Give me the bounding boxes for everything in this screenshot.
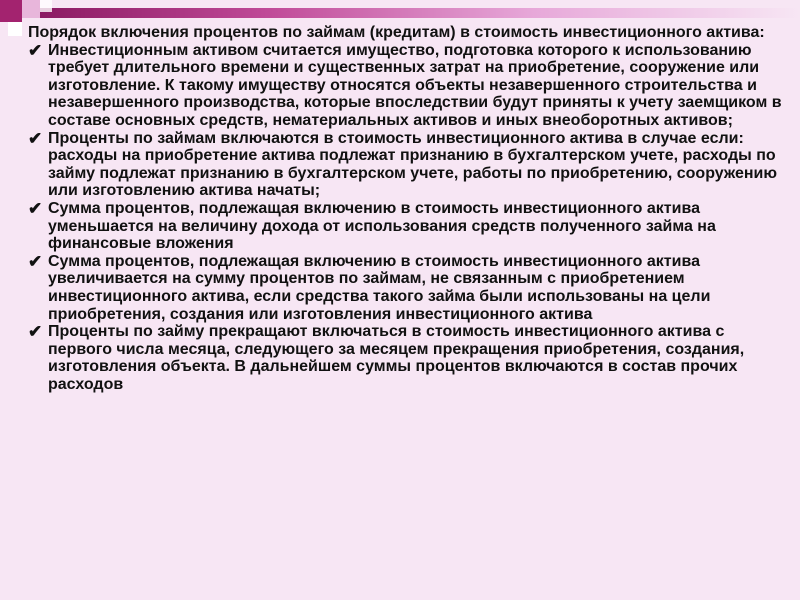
checkmark-icon: ✔ (28, 40, 43, 60)
bullet-text: Проценты по займу прекращают включаться в стоимость инвестиционного актива с первого числа месяца, следующего за месяцем прекращения приобретения, создания, изготовления объекта. В дальнейшем суммы процентов включаются в состав прочих расходов (48, 323, 745, 393)
decor-square-dark (0, 0, 22, 22)
bullet-item (28, 42, 784, 130)
bullet-item (28, 323, 784, 393)
bullet-text: Инвестиционным активом считается имущество, подготовка которого к использованию требует длительного времени и существенных затрат на приобретение, сооружение или изготовление. К такому имуществу относятся объекты незавершенного строительства и незавершенного производства, которые впоследствии будут приняты к учету заемщиком в составе основных средств, нематериальных активов и иных внеоборотных активов; (48, 41, 782, 129)
slide-content (28, 24, 784, 393)
checkmark-icon: ✔ (28, 128, 43, 148)
bullet-text: Сумма процентов, подлежащая включению в стоимость инвестиционного актива уменьшается на величину дохода от использования средств полученного займа на финансовые вложения (48, 199, 716, 253)
bullet-list (28, 42, 784, 394)
slide-title: Порядок включения процентов по займам (кредитам) в стоимость инвестиционного актива: (28, 24, 765, 41)
header-gradient-bar (40, 8, 800, 18)
bullet-text: Проценты по займам включаются в стоимость инвестиционного актива в случае если: расходы на приобретение актива подлежат признанию в бухгалтерском учете, расходы по займу подлежат признанию в бухгалтерском учете, работы по приобретению, сооружению или изготовлению актива начаты; (48, 129, 778, 200)
bullet-item (28, 200, 784, 253)
bullet-text: Сумма процентов, подлежащая включению в стоимость инвестиционного актива увеличивается на сумму процентов по займам, не связанным с приобретением инвестиционного актива, если средства такого займа были использованы на цели приобретения, создания или изготовления инвестиционного актива (48, 252, 711, 323)
checkmark-icon: ✔ (28, 322, 43, 342)
bullet-item (28, 130, 784, 200)
bullet-item (28, 253, 784, 323)
decor-square-white-small (40, 0, 52, 12)
checkmark-icon: ✔ (28, 251, 43, 271)
decor-square-pink (22, 0, 40, 18)
decor-square-white (8, 22, 22, 36)
checkmark-icon: ✔ (28, 198, 43, 218)
